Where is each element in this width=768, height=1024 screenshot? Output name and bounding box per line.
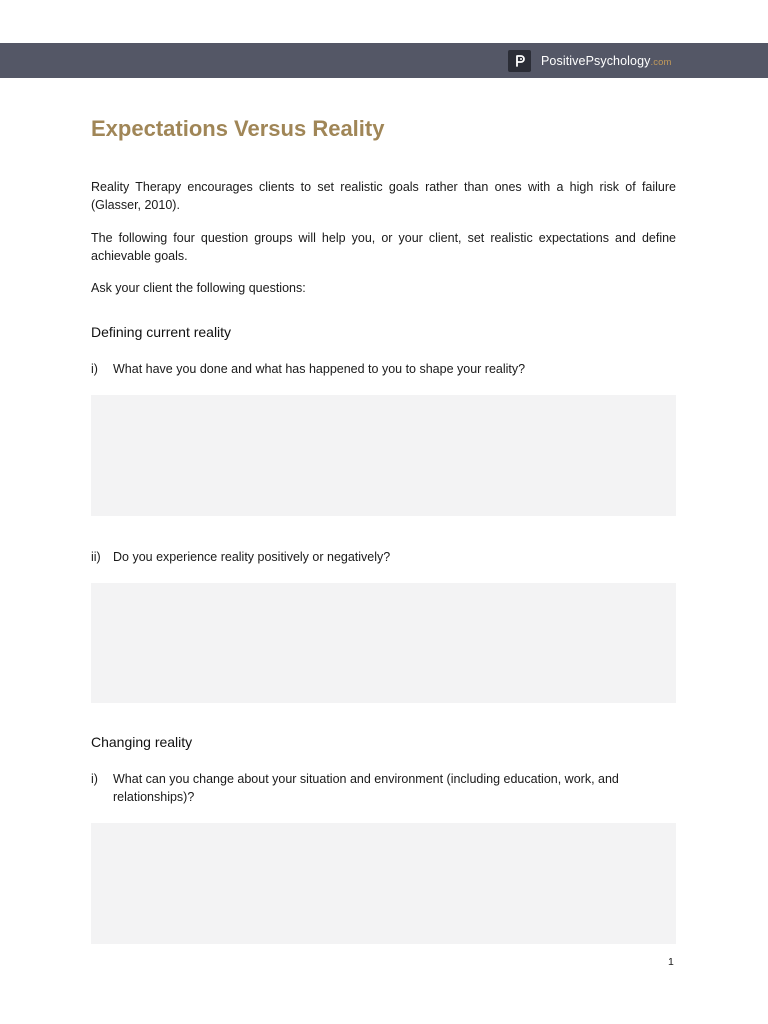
answer-box-1[interactable]	[91, 395, 676, 516]
answer-box-3[interactable]	[91, 823, 676, 944]
section-heading-changing-reality: Changing reality	[91, 734, 193, 750]
question-number: i)	[91, 772, 98, 786]
intro-paragraph-3: Ask your client the following questions:	[91, 281, 306, 295]
brand	[508, 50, 672, 72]
logo-p-glyph	[513, 54, 527, 68]
question-item	[91, 770, 676, 806]
question-text: Do you experience reality positively or negatively?	[113, 550, 391, 564]
page-number: 1	[668, 956, 674, 968]
brand-domain: .com	[650, 57, 672, 68]
question-number: i)	[91, 362, 98, 376]
answer-box-2[interactable]	[91, 583, 676, 703]
question-item	[91, 360, 676, 378]
question-text: What have you done and what has happened to you to shape your reality?	[113, 362, 526, 376]
question-text: What can you change about your situation and environment (including education, work, and relationships)?	[113, 772, 619, 804]
intro-paragraph-2: The following four question groups will help you, or your client, set realistic expectations and define achievable goals.	[91, 231, 676, 263]
header-bar	[0, 43, 768, 78]
page-title: Expectations Versus Reality	[91, 116, 385, 141]
question-number: ii)	[91, 550, 101, 564]
brand-name: PositivePsychology.com	[541, 54, 672, 68]
intro-paragraph-1: Reality Therapy encourages clients to set realistic goals rather than ones with a high risk of failure (Glasser, 2010).	[91, 180, 676, 212]
question-item	[91, 548, 676, 566]
positivepsychology-logo-icon	[508, 50, 531, 72]
section-heading-defining-current-reality: Defining current reality	[91, 324, 232, 340]
